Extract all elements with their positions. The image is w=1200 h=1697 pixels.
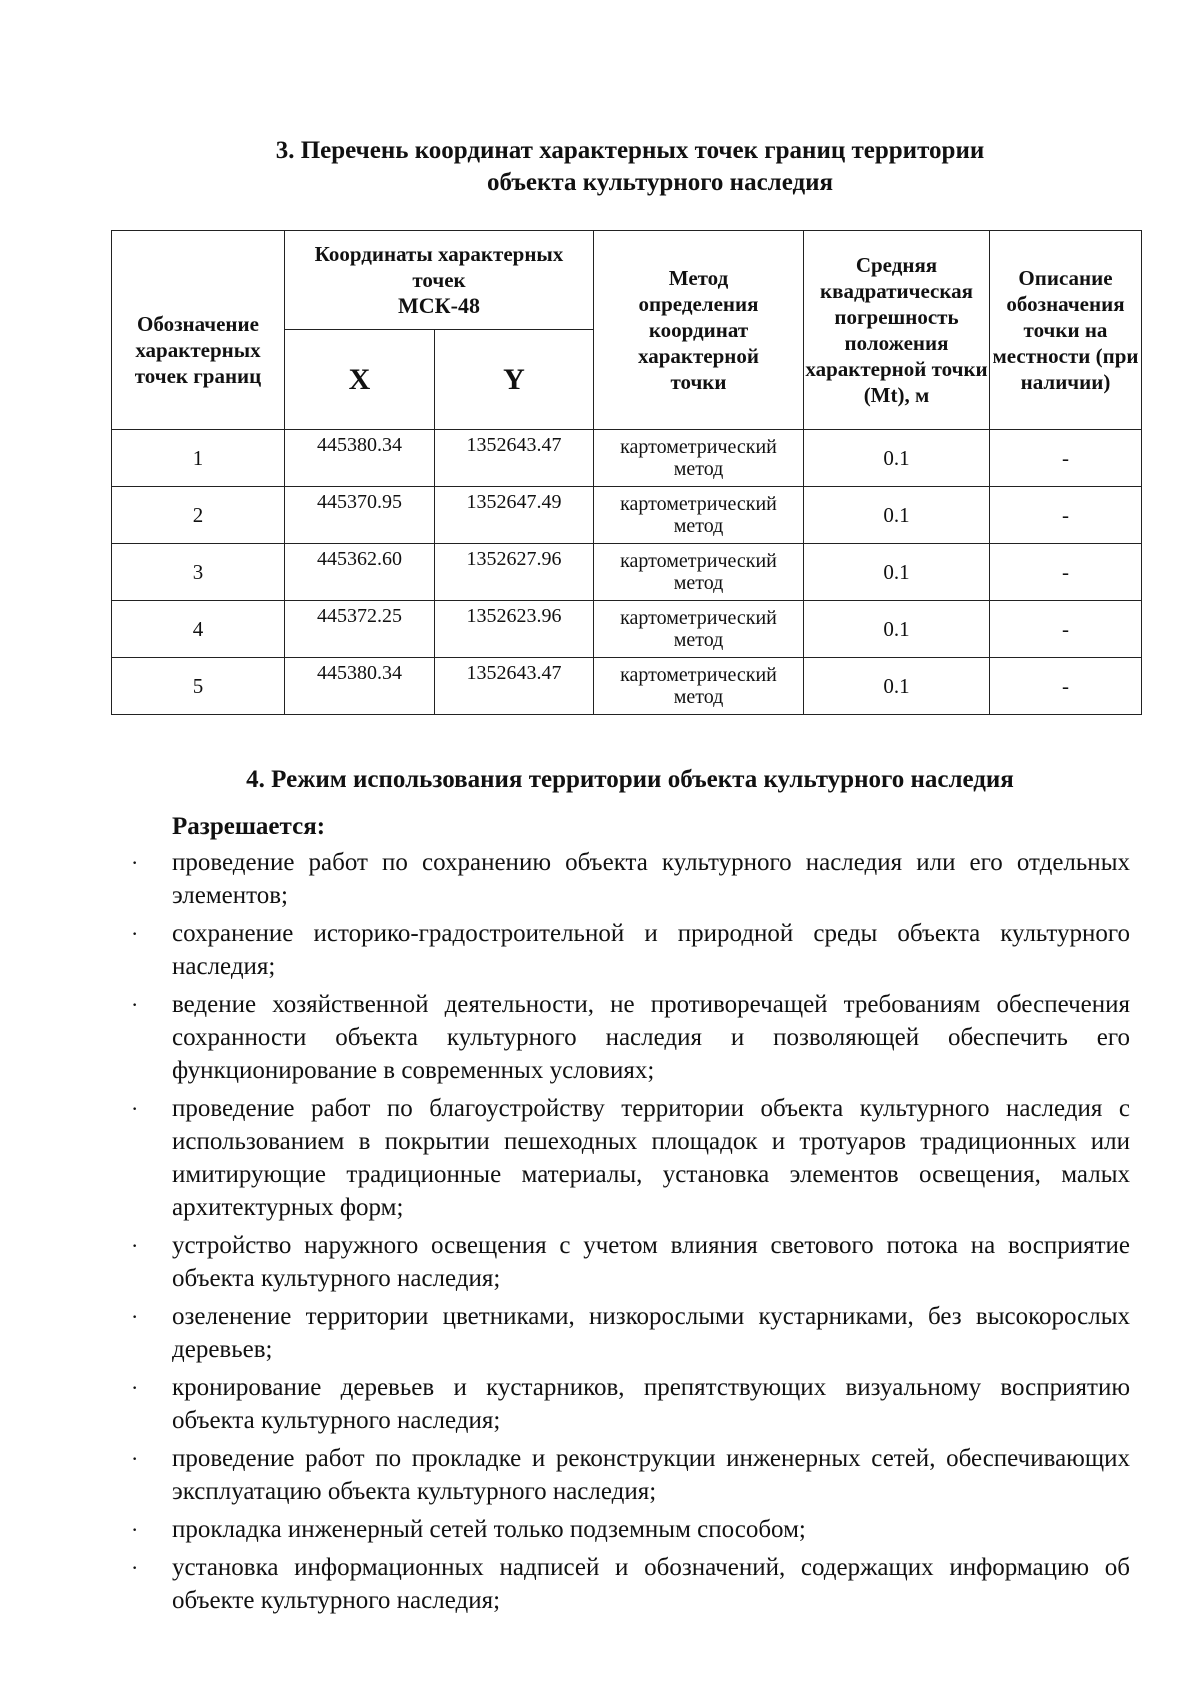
header-description: Описание обозначения точки на местности (при наличии) (990, 231, 1142, 430)
list-item (128, 1551, 1130, 1617)
header-designation: Обозначение характерных точек границ (112, 231, 285, 430)
row-error-cell: 0.1 (804, 544, 990, 601)
allowed-list (128, 846, 1130, 1622)
row-error-cell: 0.1 (804, 601, 990, 658)
row-y-cell: 1352643.47 (435, 430, 594, 487)
section-4-title: 4. Режим использования территории объекта культурного наследия (246, 766, 1014, 793)
header-coordinates-system: МСК-48 (398, 293, 480, 318)
list-item (128, 917, 1130, 983)
row-error-cell: 0.1 (804, 430, 990, 487)
header-coordinates (285, 231, 594, 330)
list-item (128, 1371, 1130, 1437)
section-3-title-line-2: объекта культурного наследия (486, 169, 834, 196)
row-designation-cell: 3 (112, 544, 285, 601)
list-item (128, 1442, 1130, 1508)
bullet-icon: · (131, 1096, 139, 1121)
row-error-cell: 0.1 (804, 658, 990, 715)
list-item (128, 846, 1130, 912)
row-description-cell: - (990, 544, 1142, 601)
header-coordinates-label: Координаты характерных точек (314, 242, 564, 292)
row-y-cell: 1352627.96 (435, 544, 594, 601)
list-item-text: устройство наружного освещения с учетом влияния светового потока на восприятие объекта культурного наследия; (172, 1232, 1130, 1292)
bullet-icon: · (131, 992, 139, 1017)
list-item (128, 1229, 1130, 1295)
list-item (128, 1300, 1130, 1366)
section-3-title-line-1: 3. Перечень координат характерных точек границ территории (275, 137, 985, 164)
table-row (112, 658, 1142, 715)
row-x-cell: 445370.95 (285, 487, 435, 544)
bullet-icon: · (131, 921, 139, 946)
list-item (128, 1092, 1130, 1224)
coordinates-table (111, 230, 1142, 715)
row-x-cell: 445380.34 (285, 658, 435, 715)
row-designation-cell: 2 (112, 487, 285, 544)
row-description-cell: - (990, 601, 1142, 658)
row-y-cell: 1352623.96 (435, 601, 594, 658)
bullet-icon: · (131, 1304, 139, 1329)
bullet-icon: · (131, 1555, 139, 1580)
row-error-cell: 0.1 (804, 487, 990, 544)
row-y-cell: 1352643.47 (435, 658, 594, 715)
header-error: Средняя квадратическая погрешность положения характерной точки (Mt), м (804, 231, 990, 430)
table-row (112, 601, 1142, 658)
row-description-cell: - (990, 430, 1142, 487)
row-method-cell: картометрический метод (594, 601, 804, 658)
row-designation-cell: 1 (112, 430, 285, 487)
list-item-text: кронирование деревьев и кустарников, препятствующих визуальному восприятию объекта культурного наследия; (172, 1374, 1130, 1434)
list-item (128, 988, 1130, 1087)
list-item-text: установка информационных надписей и обозначений, содержащих информацию об объекте культурного наследия; (172, 1554, 1130, 1614)
bullet-icon: · (131, 1517, 139, 1542)
list-item-text: проведение работ по сохранению объекта культурного наследия или его отдельных элементов; (172, 849, 1130, 909)
row-y-cell: 1352647.49 (435, 487, 594, 544)
header-y: Y (435, 330, 594, 430)
row-description-cell: - (990, 487, 1142, 544)
row-x-cell: 445380.34 (285, 430, 435, 487)
row-designation-cell: 5 (112, 658, 285, 715)
list-item-text: озеленение территории цветниками, низкорослыми кустарниками, без высокорослых деревьев; (172, 1303, 1130, 1363)
row-method-cell: картометрический метод (594, 430, 804, 487)
row-description-cell: - (990, 658, 1142, 715)
list-item-text: проведение работ по прокладке и реконструкции инженерных сетей, обеспечивающих эксплуатацию объекта культурного наследия; (172, 1445, 1130, 1505)
list-item-text: ведение хозяйственной деятельности, не противоречащей требованиям обеспечения сохранности объекта культурного наследия и позволяющей обеспечить его функционирование в современных условиях; (172, 991, 1130, 1084)
table-row (112, 544, 1142, 601)
row-x-cell: 445362.60 (285, 544, 435, 601)
bullet-icon: · (131, 1446, 139, 1471)
row-method-cell: картометрический метод (594, 487, 804, 544)
table-row (112, 487, 1142, 544)
list-item-text: проведение работ по благоустройству территории объекта культурного наследия с использованием в покрытии пешеходных площадок и тротуаров традиционных или имитирующие традиционные материалы, установка элементов освещения, малых архитектурных форм; (172, 1095, 1130, 1221)
table-row (112, 430, 1142, 487)
bullet-icon: · (131, 850, 139, 875)
row-x-cell: 445372.25 (285, 601, 435, 658)
row-designation-cell: 4 (112, 601, 285, 658)
list-item-text: прокладка инженерный сетей только подземным способом; (172, 1516, 806, 1543)
header-method: Метод определения координат характерной точки (594, 231, 804, 430)
row-method-cell: картометрический метод (594, 658, 804, 715)
row-method-cell: картометрический метод (594, 544, 804, 601)
allowed-label: Разрешается: (172, 813, 326, 840)
list-item-text: сохранение историко-градостроительной и природной среды объекта культурного наследия; (172, 920, 1130, 980)
list-item (128, 1513, 1130, 1546)
bullet-icon: · (131, 1233, 139, 1258)
header-x: X (285, 330, 435, 430)
bullet-icon: · (131, 1375, 139, 1400)
